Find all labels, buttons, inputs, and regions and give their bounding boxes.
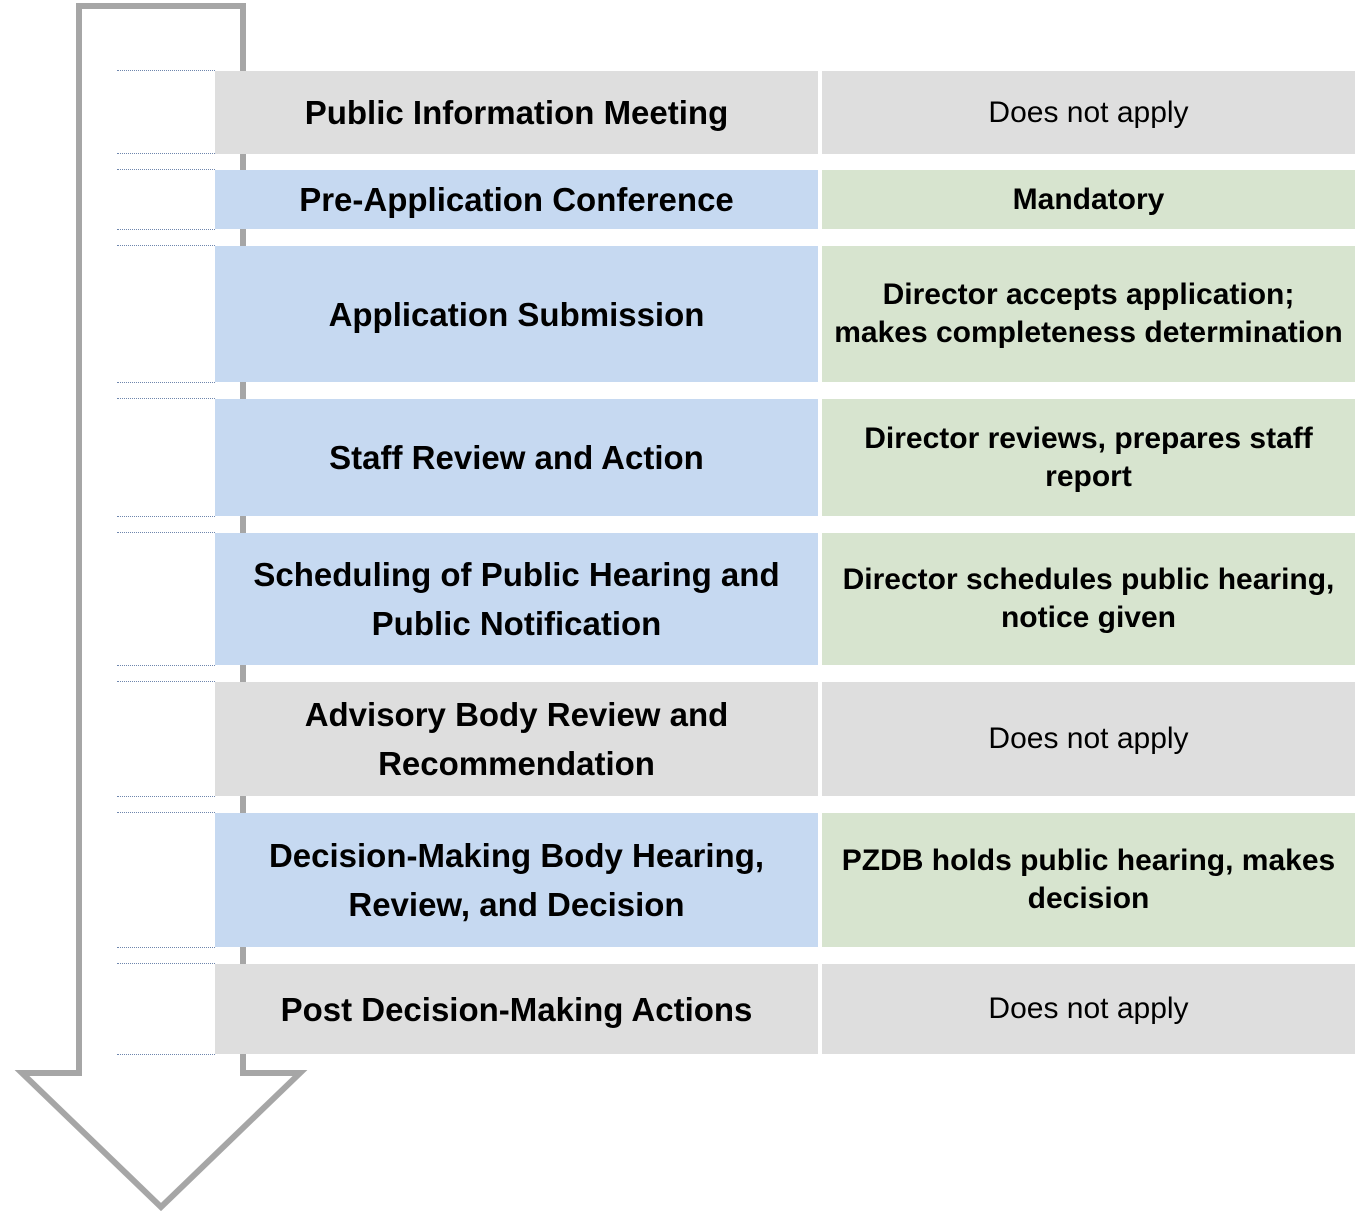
step-row-application-submission <box>215 246 1355 382</box>
separator-line <box>117 153 215 154</box>
separator-line <box>117 796 215 797</box>
step-label: Post Decision-Making Actions <box>215 964 818 1054</box>
separator-line <box>117 963 215 964</box>
separator-line <box>117 398 215 399</box>
step-row-pre-application-conference <box>215 170 1355 229</box>
step-status: Mandatory <box>822 170 1355 229</box>
step-label: Pre-Application Conference <box>215 170 818 229</box>
separator-line <box>117 229 215 230</box>
step-status: PZDB holds public hearing, makes decision <box>822 813 1355 947</box>
separator-line <box>117 947 215 948</box>
step-row-public-information-meeting <box>215 71 1355 154</box>
step-status: Does not apply <box>822 682 1355 796</box>
separator-line <box>117 665 215 666</box>
step-status: Director accepts application; makes completeness determination <box>822 246 1355 382</box>
step-status: Director reviews, prepares staff report <box>822 399 1355 516</box>
step-row-staff-review-and-action <box>215 399 1355 516</box>
separator-line <box>117 812 215 813</box>
separator-line <box>117 681 215 682</box>
step-label: Decision-Making Body Hearing, Review, and Decision <box>215 813 818 947</box>
separator-line <box>117 245 215 246</box>
separator-line <box>117 70 215 71</box>
step-label: Staff Review and Action <box>215 399 818 516</box>
separator-line <box>117 382 215 383</box>
separator-line <box>117 532 215 533</box>
step-label: Public Information Meeting <box>215 71 818 154</box>
step-status: Does not apply <box>822 71 1355 154</box>
separator-line <box>117 1054 215 1055</box>
step-row-scheduling-of-public-hearing <box>215 533 1355 665</box>
separator-line <box>117 169 215 170</box>
step-label: Advisory Body Review and Recommendation <box>215 682 818 796</box>
separator-line <box>117 516 215 517</box>
step-row-decision-making-body-hearing <box>215 813 1355 947</box>
step-row-advisory-body-review <box>215 682 1355 796</box>
step-label: Scheduling of Public Hearing and Public Notification <box>215 533 818 665</box>
step-status: Does not apply <box>822 964 1355 1054</box>
step-row-post-decision-making-actions <box>215 964 1355 1054</box>
step-status: Director schedules public hearing, notice given <box>822 533 1355 665</box>
step-label: Application Submission <box>215 246 818 382</box>
